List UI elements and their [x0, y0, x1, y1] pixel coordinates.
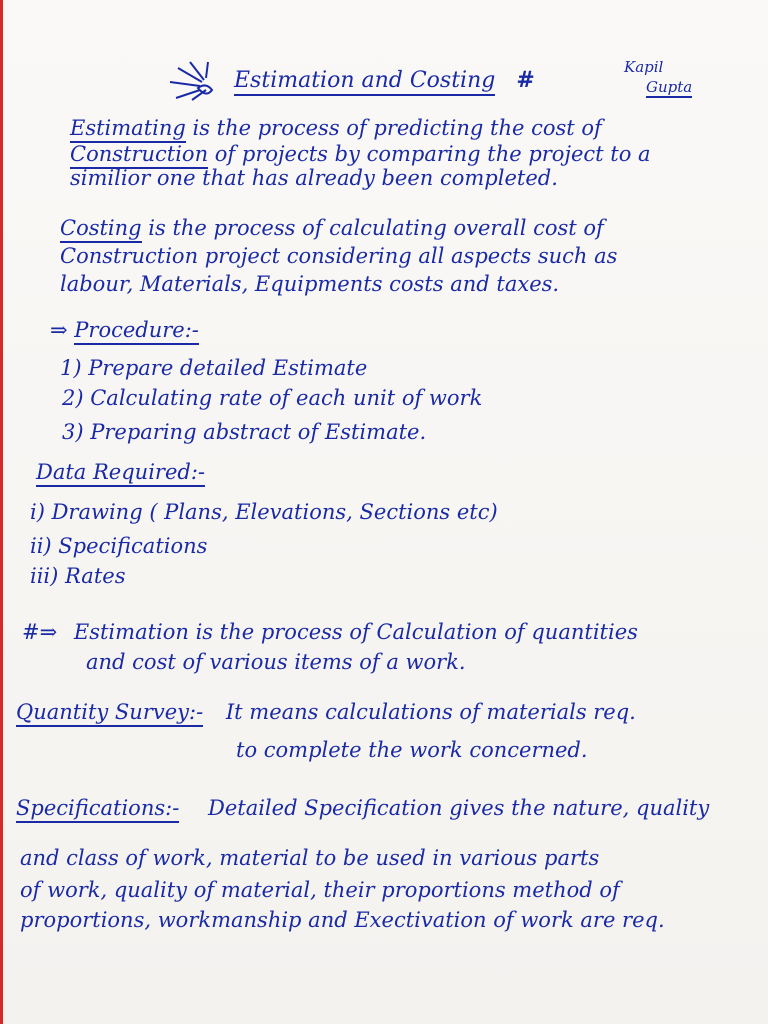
quantity-survey-line-2: to complete the work concerned. [236, 738, 588, 762]
quantity-survey-heading: Quantity Survey:- [16, 700, 203, 727]
estimation-line-2: and cost of various items of a work. [86, 650, 466, 674]
procedure-item-1: 1) Prepare detailed Estimate [60, 356, 368, 380]
specifications-line-2: and class of work, material to be used in various parts [20, 846, 600, 870]
procedure-heading: Procedure:- [74, 318, 199, 345]
specifications-text-1: Detailed Specification gives the nature, quality [207, 796, 710, 820]
specifications-line-3: of work, quality of material, their proportions method of [20, 878, 620, 902]
estimation-line-1 [22, 620, 638, 644]
specifications-heading-row [16, 796, 709, 820]
costing-term: Costing [60, 216, 142, 243]
title-hash-mark: # [516, 67, 535, 93]
estimating-line-1 [70, 116, 602, 140]
costing-line-3: labour, Materials, Equipments costs and taxes. [60, 272, 560, 296]
estimating-line-3: similior one that has already been completed. [70, 166, 558, 190]
quantity-survey-text-1: It means calculations of materials req. [225, 700, 636, 724]
costing-line-1 [60, 216, 604, 240]
procedure-item-2: 2) Calculating rate of each unit of work [62, 386, 483, 410]
estimating-term: Estimating [70, 116, 186, 143]
author-last-name: Gupta [646, 78, 693, 96]
quantity-survey-row [16, 700, 636, 724]
author-first-name: Kapil [624, 58, 664, 76]
estimating-line-2 [70, 142, 651, 166]
page-title [234, 68, 535, 93]
page-margin-line [0, 0, 3, 1024]
procedure-item-3: 3) Preparing abstract of Estimate. [62, 420, 427, 444]
specifications-line-4: proportions, workmanship and Exectivation of work are req. [20, 908, 665, 932]
costing-line-2: Construction project considering all aspects such as [60, 244, 618, 268]
estimation-text-1: Estimation is the process of Calculation of quantities [73, 620, 638, 644]
construction-term: Construction [70, 142, 208, 169]
procedure-heading-row [50, 318, 199, 342]
specifications-heading: Specifications:- [16, 796, 179, 823]
data-required-item-2: ii) Specifications [30, 534, 208, 558]
estimating-text-2: of projects by comparing the project to a [208, 142, 651, 166]
procedure-arrow-icon: ⇒ [50, 318, 68, 342]
data-required-heading-row [36, 460, 205, 484]
estimation-mark-icon: #⇒ [22, 620, 58, 644]
data-required-item-1: i) Drawing ( Plans, Elevations, Sections etc) [30, 500, 498, 524]
data-required-item-3: iii) Rates [30, 564, 126, 588]
title-text: Estimation and Costing [234, 68, 495, 96]
costing-text-1: is the process of calculating overall cost of [141, 216, 604, 240]
estimating-text-1: is the process of predicting the cost of [185, 116, 602, 140]
data-required-heading: Data Required:- [36, 460, 205, 487]
sun-doodle-icon [168, 60, 228, 104]
